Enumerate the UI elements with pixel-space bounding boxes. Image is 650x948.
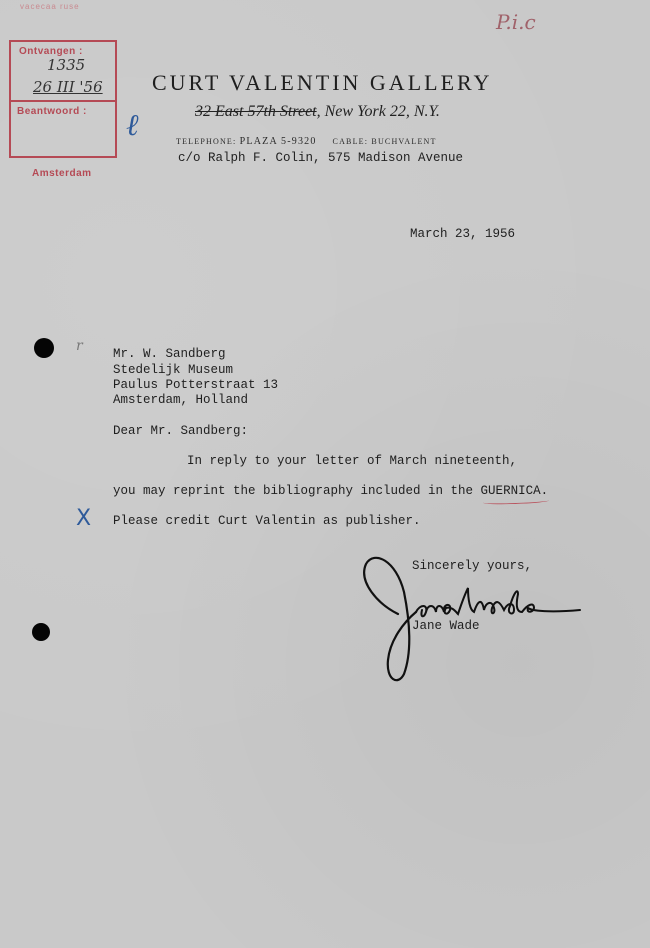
salutation: Dear Mr. Sandberg: — [113, 424, 249, 438]
cable-label: CABLE: — [332, 137, 369, 146]
letter-date: March 23, 1956 — [410, 227, 516, 241]
stamp-received-number: 1335 — [47, 56, 86, 74]
stamp-received-date: 26 III '56 — [33, 78, 103, 96]
annotation-top-right: P.i.c — [496, 10, 536, 34]
address-city: , New York 22, N.Y. — [316, 103, 440, 120]
guernica-underline — [483, 498, 549, 505]
cable-value: BUCHVALENT — [371, 137, 437, 146]
punch-hole-bottom — [32, 623, 50, 641]
struck-address: 32 East 57th Street — [195, 103, 317, 120]
recipient-line: Mr. W. Sandberg — [113, 347, 226, 361]
telephone-value: PLAZA 5-9320 — [239, 136, 317, 147]
telephone-cable-line — [176, 136, 437, 147]
body-line: In reply to your letter of March nineteenth, — [187, 454, 518, 468]
stamp-city: Amsterdam — [32, 168, 92, 179]
punch-hole-top — [34, 338, 54, 358]
recipient-line: Amsterdam, Holland — [113, 393, 249, 407]
stamp-divider — [11, 100, 115, 102]
annotation-blue-mark: ℓ — [126, 108, 139, 143]
closing: Sincerely yours, — [412, 559, 533, 573]
care-of-address: c/o Ralph F. Colin, 575 Madison Avenue — [178, 151, 464, 165]
telephone-label: TELEPHONE: — [176, 137, 237, 146]
gallery-name: CURT VALENTIN GALLERY — [152, 70, 493, 95]
stamp-answered-label: Beantwoord : — [17, 106, 87, 117]
annotation-margin-x: X — [76, 506, 92, 531]
stamp-received-label: Ontvangen : — [19, 46, 83, 57]
recipient-line: Paulus Potterstraat 13 — [113, 378, 279, 392]
receipt-stamp — [9, 40, 117, 158]
body-line: Please credit Curt Valentin as publisher. — [113, 514, 421, 528]
annotation-margin-r: r — [76, 338, 83, 354]
recipient-line: Stedelijk Museum — [113, 363, 234, 377]
body-line: you may reprint the bibliography included in the GUERNICA. — [113, 484, 549, 498]
gallery-address — [195, 103, 440, 121]
typed-name: Jane Wade — [412, 619, 480, 633]
stamp-header-text: vacecaa ruse — [20, 2, 80, 11]
